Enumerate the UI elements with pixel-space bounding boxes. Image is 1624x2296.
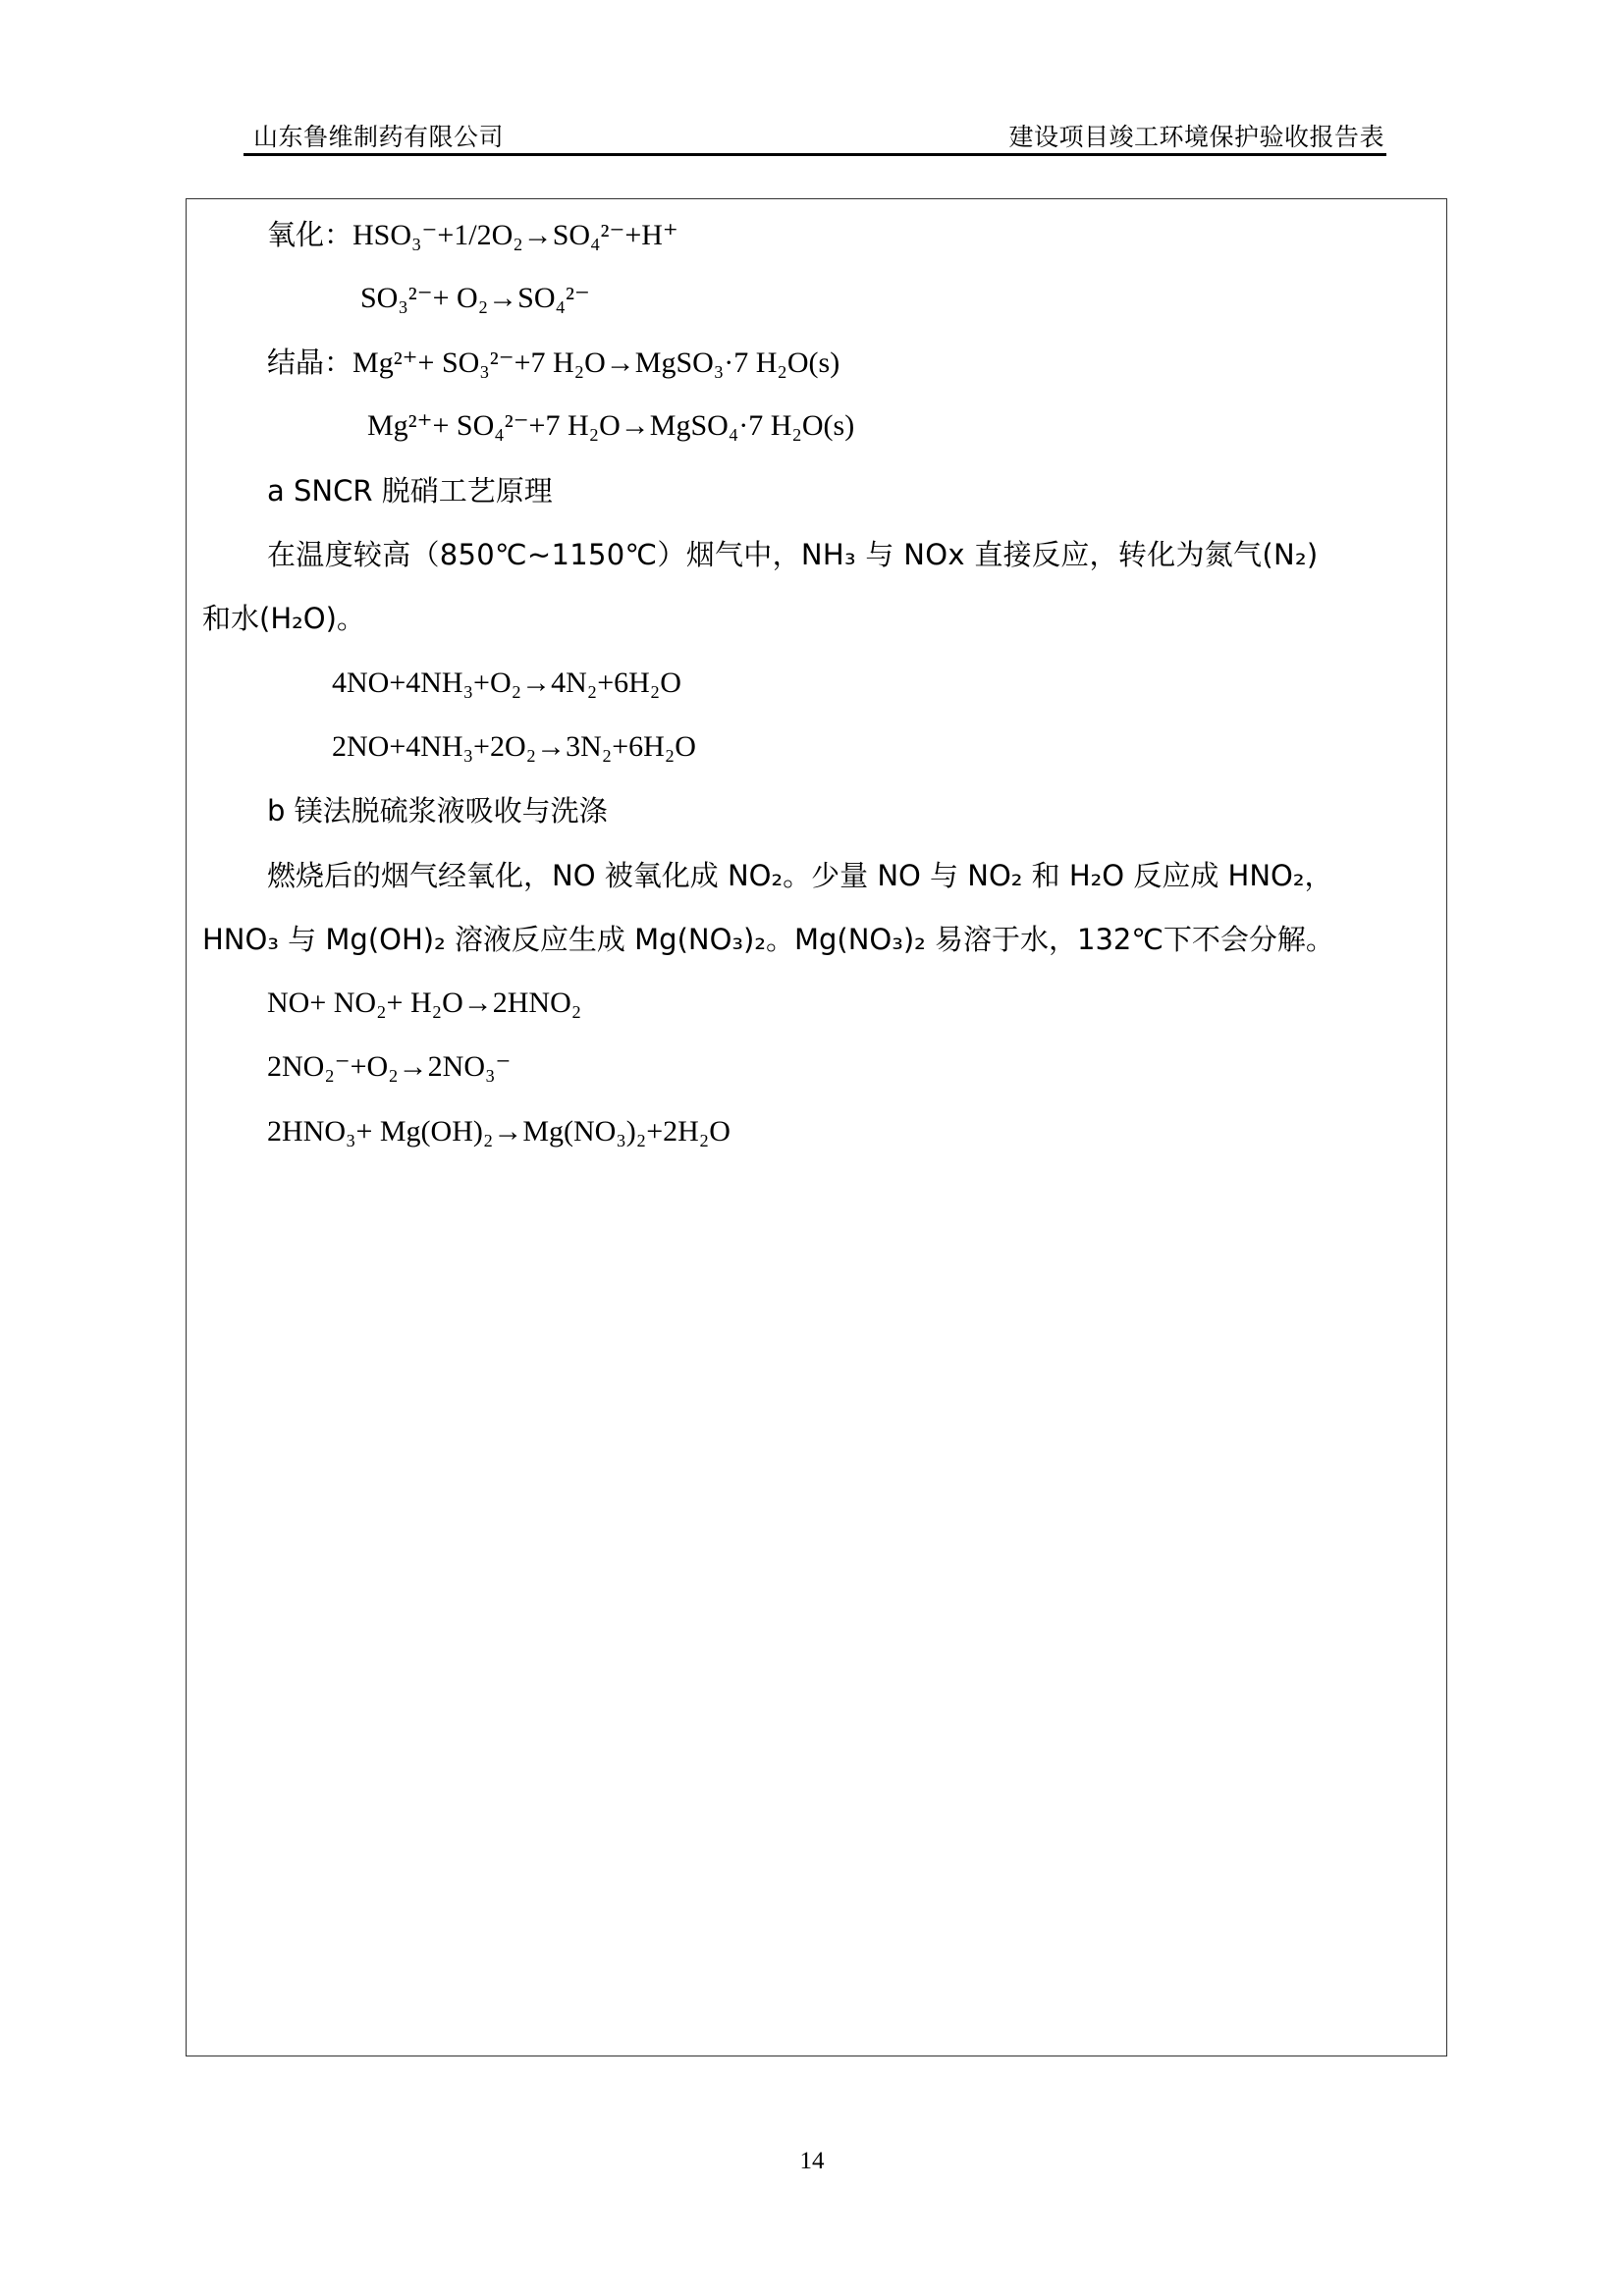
sncr-equation-2: 2NO+4NH₃+2O₂→3N₂+6H₂O <box>332 730 696 763</box>
crystallization-equation-1: Mg²⁺+ SO₃²⁻+7 H₂O→MgSO₃·7 H₂O(s) <box>352 347 840 379</box>
oxidation-equation-2-line <box>360 279 590 318</box>
crystallization-equation-2: Mg²⁺+ SO₄²⁻+7 H₂O→MgSO₄·7 H₂O(s) <box>367 409 855 442</box>
section-b-paragraph-line2: HNO₃ 与 Mg(OH)₂ 溶液反应生成 Mg(NO₃)₂。Mg(NO₃)₂ 易溶于水，132℃下不会分解。 <box>202 923 1334 956</box>
crystallization-label: 结晶： <box>267 346 353 379</box>
section-b-equation-1: NO+ NO₂+ H₂O→2HNO₂ <box>267 987 582 1019</box>
section-a-paragraph-line1: 在温度较高（850℃~1150℃）烟气中，NH₃ 与 NOx 直接反应，转化为氮气(N₂) <box>267 538 1319 571</box>
oxidation-equation-1: HSO₃⁻+1/2O₂→SO₄²⁻+H⁺ <box>352 219 678 251</box>
section-b-equation-3: 2HNO₃+ Mg(OH)₂→Mg(NO₃)₂+2H₂O <box>267 1115 731 1148</box>
report-title: 建设项目竣工环境保护验收报告表 <box>1008 123 1384 151</box>
crystallization-line <box>267 343 839 383</box>
page-number: 14 <box>799 2148 825 2174</box>
company-name: 山东鲁维制药有限公司 <box>253 123 505 151</box>
section-a-heading: a SNCR 脱硝工艺原理 <box>267 474 553 507</box>
header-rule <box>244 153 1386 156</box>
section-b-heading: b 镁法脱硫浆液吸收与洗涤 <box>267 794 608 828</box>
section-b-equation-2: 2NO₂⁻+O₂→2NO₃⁻ <box>267 1050 512 1083</box>
oxidation-line <box>267 215 678 255</box>
crystallization-equation-2-line <box>367 406 854 446</box>
oxidation-equation-2: SO₃²⁻+ O₂→SO₄²⁻ <box>360 282 590 314</box>
oxidation-label: 氧化： <box>267 218 353 251</box>
section-a-paragraph-line2: 和水(H₂O)。 <box>202 602 365 635</box>
sncr-equation-1: 4NO+4NH₃+O₂→4N₂+6H₂O <box>332 667 681 699</box>
section-b-paragraph-line1: 燃烧后的烟气经氧化，NO 被氧化成 NO₂。少量 NO 与 NO₂ 和 H₂O 反应成 HNO₂， <box>267 859 1333 892</box>
page-header <box>253 114 1384 153</box>
